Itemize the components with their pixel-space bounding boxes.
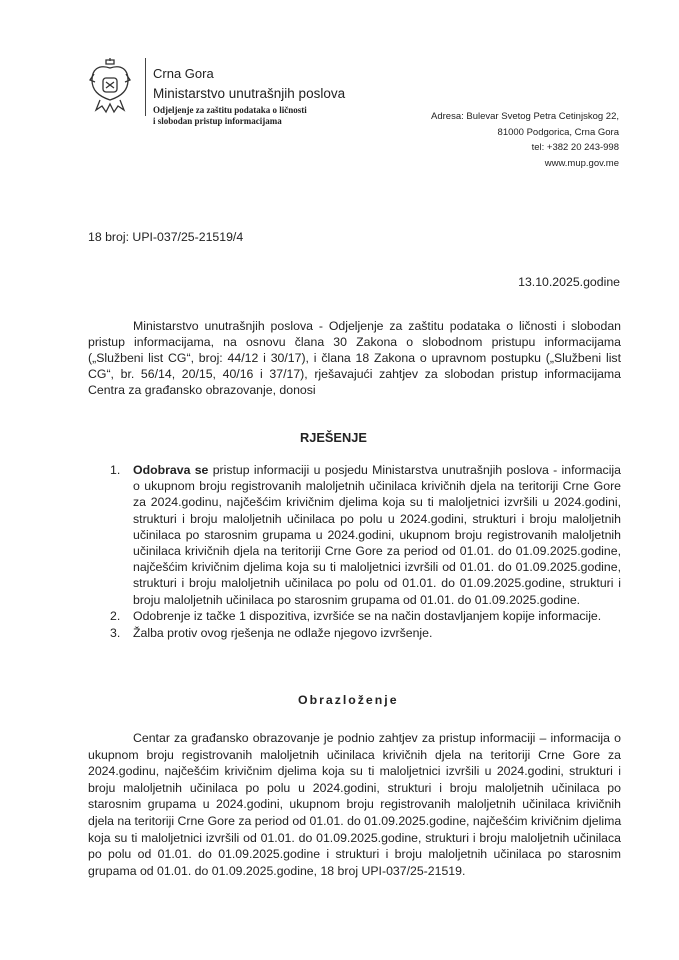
intro-line: („Službeni list CG“, broj: 44/12 i 30/17), i člana 18 Zakona o upravnom postupku („Službeni list — [88, 351, 621, 365]
list-item-line: za 2024.godinu, najčešćim krivičnim djelima koja su ti maloljetnici izvršili u 2024.godini, — [133, 495, 621, 510]
reasoning-line: broju maloljetnih učinilaca po polu u 2024.godini, strukturi i broju maloljetnih učinilaca po — [88, 780, 621, 795]
reasoning-line: 2024.godinu, najčešćim krivičnim djelima koja su ti maloljetnici izvršili u 2024.godini, strukturi i — [88, 764, 621, 779]
list-item-line: Žalba protiv ovog rješenja ne odlaže njegovo izvršenje. — [133, 625, 433, 640]
reasoning-line: starosnim grupama u 2024.godini, ukupnom broju registrovanih maloljetnih učinilaca krivičnih — [88, 797, 621, 812]
list-item-line: Odobrenje iz tačke 1 dispozitiva, izvršiće se na način dostavljanjem kopije informacije. — [133, 608, 602, 623]
list-item-line: strukturi i broju maloljetnih učinilaca po polu od 01.01. do 01.09.2025.godine, strukturi i — [133, 576, 621, 591]
list-number: 2. — [110, 608, 121, 623]
decision-approved-label: Odobrava se — [133, 463, 209, 477]
reasoning-line: ukupnom broju registrovanih maloljetnih učinilaca krivičnih djela na teritoriji Crne Gore za — [88, 747, 621, 762]
list-item-line: učinilaca po starosnim grupama u 2024.godini, ukupnom broju registrovanih maloljetnih — [133, 527, 621, 542]
reasoning-line: koja su ti maloljetnici izvršili od 01.01. do 01.09.2025.godine, strukturi i broju maloljetnih učinilaca — [88, 830, 621, 845]
list-item-line: najčešćim krivičnim djelima koja su ti maloljetnici izvršili od 01.01. do 01.09.2025.godine, — [133, 560, 621, 575]
website: www.mup.gov.me — [544, 157, 619, 169]
list-item-text: pristup informaciji u posjedu Ministarstva unutrašnjih poslova - informacija — [208, 463, 622, 477]
intro-line: Ministarstvo unutrašnjih poslova - Odjeljenje za zaštitu podataka o ličnosti i slobodan — [133, 319, 621, 333]
reasoning-line: po polu od 01.01. do 01.09.2025.godine i strukturi i broju maloljetnih učinilaca po starosnim — [88, 847, 621, 862]
list-item-line — [133, 463, 621, 477]
list-number: 3. — [110, 625, 121, 640]
address-line: Adresa: Bulevar Svetog Petra Cetinjskog 22, — [431, 111, 619, 122]
document-date: 13.10.2025.godine — [518, 275, 620, 289]
coat-of-arms-icon — [88, 56, 132, 116]
reasoning-line: grupama od 01.01. do 01.09.2025.godine, 18 broj UPI-037/25-21519. — [88, 863, 466, 878]
ministry-name: Ministarstvo unutrašnjih poslova — [153, 86, 346, 101]
list-item-line: broju maloljetnih učinilaca po starosnim grupama od 01.01. do 01.09.2025.godine. — [133, 592, 581, 607]
list-number: 1. — [110, 463, 121, 477]
reference-number: 18 broj: UPI-037/25-21519/4 — [88, 230, 244, 244]
department-line: i slobodan pristup informacijama — [153, 115, 282, 126]
reasoning-line: Centar za građansko obrazovanje je podnio zahtjev za pristup informaciji – informacija o — [133, 731, 621, 745]
intro-line: pristup informacijama, na osnovu člana 30 Zakona o slobodnom pristupu informacijama — [88, 335, 621, 349]
list-item-line: o ukupnom broju registrovanih maloljetnih učinilaca krivičnih djela na teritoriji Crne Gore — [133, 479, 621, 494]
department-name — [153, 105, 307, 126]
address-block — [431, 109, 619, 171]
intro-line: Centra za građansko obrazovanje, donosi — [88, 383, 316, 397]
reasoning-title: Obrazloženje — [298, 693, 399, 707]
reasoning-line: djela na teritoriji Crne Gore za period od 01.01. do 01.09.2025.godine, najčešćim krivičnim djelima — [88, 814, 622, 828]
list-item-line: strukturi i broju maloljetnih učinilaca po polu u 2024.godini, strukturi i broju maloljetnih — [133, 511, 621, 526]
country-name: Crna Gora — [153, 66, 214, 81]
address-line: 81000 Podgorica, Crna Gora — [497, 126, 619, 138]
intro-line: CG“, br. 56/14, 20/15, 40/16 i 37/17), rješavajući zahtjev za slobodan pristup informacijama — [88, 367, 621, 381]
letterhead-divider — [145, 58, 146, 116]
department-line: Odjeljenje za zaštitu podataka o ličnosti — [153, 105, 307, 115]
list-item-line: učinilaca krivičnih djela na teritoriji Crne Gore za period od 01.01. do 01.09.2025.godine, — [133, 544, 621, 558]
phone: tel: +382 20 243-998 — [531, 142, 619, 153]
decision-title: RJEŠENJE — [300, 430, 367, 445]
